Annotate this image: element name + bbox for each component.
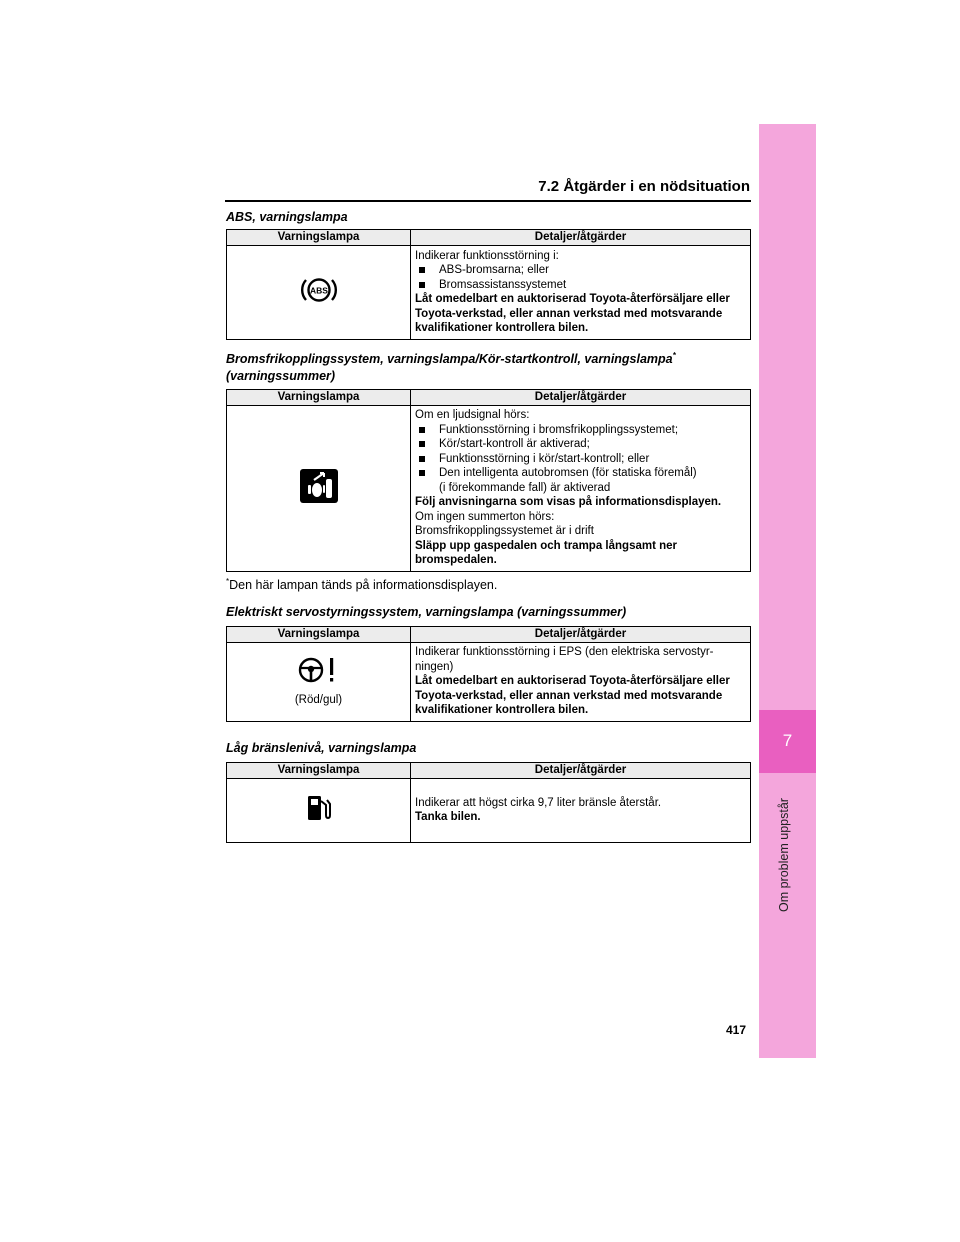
column-header-lamp: Varningslampa bbox=[227, 390, 411, 406]
detail-line: Bromsfrikopplingssystemet är i drift bbox=[415, 525, 594, 537]
abs-warning-icon bbox=[299, 275, 339, 305]
fuel-pump-icon bbox=[304, 793, 334, 823]
section-title-brake-override-line2: (varningssummer) bbox=[226, 369, 336, 383]
icon-cell bbox=[227, 246, 411, 340]
details-cell bbox=[411, 246, 751, 340]
details-cell bbox=[411, 779, 751, 843]
action-instruction: Släpp upp gaspedalen och trampa långsamt ner bromspedalen. bbox=[415, 539, 678, 566]
bullet-item: Bromsassistanssystemet bbox=[415, 278, 746, 293]
bullet-continuation: (i förekommande fall) är aktiverad bbox=[439, 481, 611, 494]
bullet-item: Den intelligenta autobromsen (för statiska föremål) bbox=[415, 466, 746, 481]
column-header-lamp: Varningslampa bbox=[227, 763, 411, 779]
column-header-details: Detaljer/åtgärder bbox=[411, 390, 751, 406]
table-abs bbox=[226, 229, 751, 340]
svg-text:ABS: ABS bbox=[309, 285, 328, 296]
section-title-eps: Elektriskt servostyrningssystem, varningslampa (varningssummer) bbox=[226, 605, 627, 619]
detail-line: Indikerar funktionsstörning i EPS (den elektriska servostyr-ningen) bbox=[415, 646, 714, 673]
section-title-fuel: Låg bränslenivå, varningslampa bbox=[226, 741, 417, 755]
footnote-mark: * bbox=[226, 577, 230, 586]
lamp-color-note: (Röd/gul) bbox=[294, 693, 343, 706]
bullet-item: Funktionsstörning i bromsfrikopplingssystemet; bbox=[415, 423, 746, 438]
footnote bbox=[226, 577, 497, 592]
chapter-side-tab bbox=[759, 124, 816, 1058]
section-title-text: Bromsfrikopplingssystem, varningslampa/Kör-startkontroll, varningslampa bbox=[226, 352, 673, 367]
column-header-lamp: Varningslampa bbox=[227, 230, 411, 246]
bullet-item: ABS-bromsarna; eller bbox=[415, 263, 746, 278]
header-divider bbox=[225, 200, 751, 202]
action-instruction: Tanka bilen. bbox=[415, 811, 481, 823]
brake-override-icon bbox=[299, 468, 339, 504]
detail-line: Om en ljudsignal hörs: bbox=[415, 409, 530, 421]
footnote-text: Den här lampan tänds på informationsdisplayen. bbox=[229, 578, 498, 593]
icon-cell bbox=[227, 406, 411, 572]
icon-cell bbox=[227, 643, 411, 722]
table-eps bbox=[226, 626, 751, 722]
chapter-number: 7 bbox=[782, 731, 793, 750]
section-title-abs: ABS, varningslampa bbox=[226, 210, 348, 224]
column-header-details: Detaljer/åtgärder bbox=[411, 230, 751, 246]
table-fuel bbox=[226, 762, 751, 843]
action-instruction: Följ anvisningarna som visas på informationsdisplayen. bbox=[415, 496, 722, 508]
page-number: 417 bbox=[726, 1023, 747, 1037]
action-instruction: Låt omedelbart en auktoriserad Toyota-återförsäljare eller Toyota-verkstad, eller annan verkstad med motsvarande kvalifikationer kontrollera bilen. bbox=[415, 293, 730, 334]
details-cell bbox=[411, 643, 751, 722]
detail-line: Indikerar funktionsstörning i: bbox=[415, 249, 559, 262]
chapter-name: Om problem uppstår bbox=[777, 798, 791, 912]
steering-warning-icon bbox=[297, 656, 341, 684]
footnote-mark: * bbox=[672, 351, 676, 360]
column-header-details: Detaljer/åtgärder bbox=[411, 763, 751, 779]
action-instruction: Låt omedelbart en auktoriserad Toyota-återförsäljare eller Toyota-verkstad, eller annan verkstad med motsvarande kvalifikationer kontrollera bilen. bbox=[415, 675, 730, 717]
bullet-item: Funktionsstörning i kör/start-kontroll; eller bbox=[415, 452, 746, 467]
detail-line: Indikerar att högst cirka 9,7 liter bränsle återstår. bbox=[415, 796, 662, 809]
bullet-item: Kör/start-kontroll är aktiverad; bbox=[415, 437, 746, 452]
table-brake-override bbox=[226, 389, 751, 572]
icon-cell bbox=[227, 779, 411, 843]
details-cell bbox=[411, 406, 751, 572]
page-header-title: 7.2 Åtgärder i en nödsituation bbox=[538, 178, 750, 195]
section-title-brake-override bbox=[226, 351, 676, 366]
detail-line: Om ingen summerton hörs: bbox=[415, 510, 555, 523]
column-header-details: Detaljer/åtgärder bbox=[411, 627, 751, 643]
column-header-lamp: Varningslampa bbox=[227, 627, 411, 643]
